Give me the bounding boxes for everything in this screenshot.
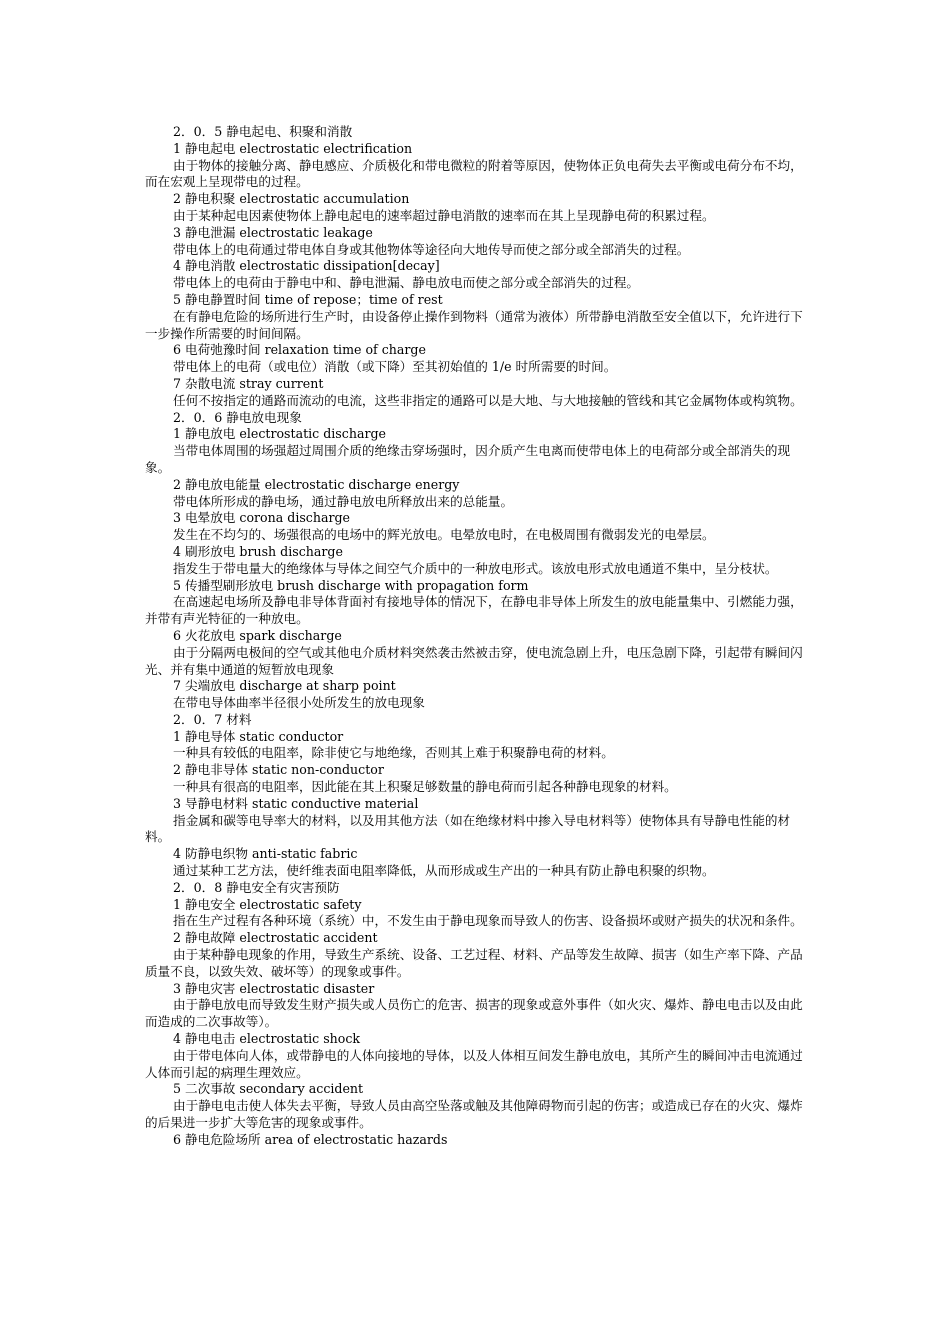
- term-definition: 由于物体的接触分离、静电感应、介质极化和带电微粒的附着等原因，使物体正负电荷失去平衡或电荷分布不均，而在宏观上呈现带电的过程。: [145, 157, 803, 190]
- term-definition: 带电体所形成的静电场，通过静电放电所释放出来的总能量。: [173, 493, 514, 509]
- term-title: 5 传播型刷形放电 brush discharge with propagation form: [173, 577, 529, 593]
- term-definition: 指发生于带电量大的绝缘体与导体之间空气介质中的一种放电形式。该放电形式放电通道不集中，呈分枝状。: [173, 560, 778, 576]
- term-definition: 带电体上的电荷（或电位）消散（或下降）至其初始值的 1/e 时所需要的时间。: [173, 359, 617, 375]
- term-definition: 指金属和碳等电导率大的材料，以及用其他方法（如在绝缘材料中掺入导电材料等）使物体具有导静电性能的材料。: [145, 812, 791, 845]
- term-title: 3 静电灾害 electrostatic disaster: [173, 980, 375, 996]
- term-title: 7 尖端放电 discharge at sharp point: [173, 678, 396, 694]
- section-heading: 2．0．5 静电起电、积聚和消散: [173, 124, 353, 139]
- term-definition: 一种具有很高的电阻率，因此能在其上积聚足够数量的静电荷而引起各种静电现象的材料。: [173, 779, 677, 795]
- term-definition: 由于带电体向人体，或带静电的人体向接地的导体，以及人体相互间发生静电放电，其所产生的瞬间冲击电流通过人体而引起的病理生理效应。: [145, 1047, 803, 1080]
- term-definition: 在带电导体曲率半径很小处所发生的放电现象: [173, 695, 425, 711]
- term-title: 5 静电静置时间 time of repose；time of rest: [173, 291, 443, 307]
- document-body: [145, 124, 810, 1149]
- term-definition: 由于静电放电而导致发生财产损失或人员伤亡的危害、损害的现象或意外事件（如火灾、爆炸、静电电击以及由此而造成的二次事故等）。: [145, 997, 803, 1030]
- term-definition: 当带电体周围的场强超过周围介质的绝缘击穿场强时，因介质产生电离而使带电体上的电荷部分或全部消失的现象。: [145, 443, 791, 475]
- section-heading: 2．0．8 静电安全有灾害预防: [173, 879, 340, 895]
- term-title: 2 静电积聚 electrostatic accumulation: [173, 191, 410, 207]
- term-title: 4 静电电击 electrostatic shock: [173, 1031, 361, 1047]
- term-definition: 发生在不均匀的、场强很高的电场中的辉光放电。电晕放电时，在电极周围有微弱发光的电晕层。: [173, 527, 715, 543]
- term-definition: 由于某种起电因素使物体上静电起电的速率超过静电消散的速率而在其上呈现静电荷的积累过程。: [173, 207, 715, 223]
- term-definition: 任何不按指定的通路而流动的电流，这些非指定的通路可以是大地、与大地接触的管线和其它金属物体或构筑物。: [173, 392, 803, 408]
- term-title: 2 静电非导体 static non-conductor: [173, 762, 384, 778]
- term-title: 3 导静电材料 static conductive material: [173, 795, 419, 811]
- term-title: 1 静电起电 electrostatic electrification: [173, 140, 413, 156]
- term-definition: 由于静电电击使人体失去平衡，导致人员由高空坠落或触及其他障碍物而引起的伤害；或造成已存在的火灾、爆炸的后果进一步扩大等危害的现象或事件。: [145, 1098, 803, 1131]
- term-definition: 通过某种工艺方法，使纤维表面电阻率降低，从而形成或生产出的一种具有防止静电积聚的织物。: [173, 863, 715, 879]
- term-title: 1 静电导体 static conductor: [173, 728, 344, 744]
- term-title: 4 刷形放电 brush discharge: [173, 543, 343, 559]
- term-definition: 带电体上的电荷通过带电体自身或其他物体等途径向大地传导而使之部分或全部消失的过程。: [173, 241, 690, 257]
- term-definition: 由于分隔两电极间的空气或其他电介质材料突然袭击然被击穿，使电流急剧上升，电压急剧下降，引起带有瞬间闪光、并有集中通道的短暂放电现象: [145, 644, 803, 677]
- term-definition: 在高速起电场所及静电非导体背面衬有接地导体的情况下，在静电非导体上所发生的放电能量集中、引燃能力强，并带有声光特征的一种放电。: [145, 594, 803, 627]
- term-title: 6 火花放电 spark discharge: [173, 627, 342, 643]
- term-definition: 由于某种静电现象的作用，导致生产系统、设备、工艺过程、材料、产品等发生故障、损害（如生产率下降、产品质量不良，以致失效、破坏等）的现象或事件。: [145, 947, 803, 979]
- term-definition: 带电体上的电荷由于静电中和、静电泄漏、静电放电而使之部分或全部消失的过程。: [173, 275, 639, 291]
- term-title: 2 静电放电能量 electrostatic discharge energy: [173, 476, 460, 492]
- section-heading: 2．0．7 材料: [173, 711, 252, 727]
- term-title: 6 静电危险场所 area of electrostatic hazards: [173, 1131, 448, 1147]
- term-title: 4 防静电织物 anti-static fabric: [173, 846, 358, 862]
- term-title: 7 杂散电流 stray current: [173, 375, 324, 391]
- term-title: 2 静电故障 electrostatic accident: [173, 930, 378, 946]
- term-title: 3 电晕放电 corona discharge: [173, 510, 351, 526]
- term-definition: 一种具有较低的电阻率，除非使它与地绝缘，否则其上难于积聚静电荷的材料。: [173, 745, 614, 761]
- section-heading: 2．0．6 静电放电现象: [173, 409, 302, 425]
- term-title: 3 静电泄漏 electrostatic leakage: [173, 224, 373, 240]
- term-title: 5 二次事故 secondary accident: [173, 1081, 364, 1097]
- term-definition: 在有静电危险的场所进行生产时，由设备停止操作到物料（通常为液体）所带静电消散至安全值以下，允许进行下一步操作所需要的时间间隔。: [145, 308, 803, 341]
- term-definition: 指在生产过程有各种环境（系统）中，不发生由于静电现象而导致人的伤害、设备损坏或财产损失的状况和条件。: [173, 913, 803, 929]
- term-title: 1 静电安全 electrostatic safety: [173, 896, 362, 912]
- term-title: 6 电荷弛豫时间 relaxation time of charge: [173, 342, 426, 358]
- term-title: 1 静电放电 electrostatic discharge: [173, 426, 386, 442]
- term-title: 4 静电消散 electrostatic dissipation[decay]: [173, 258, 440, 274]
